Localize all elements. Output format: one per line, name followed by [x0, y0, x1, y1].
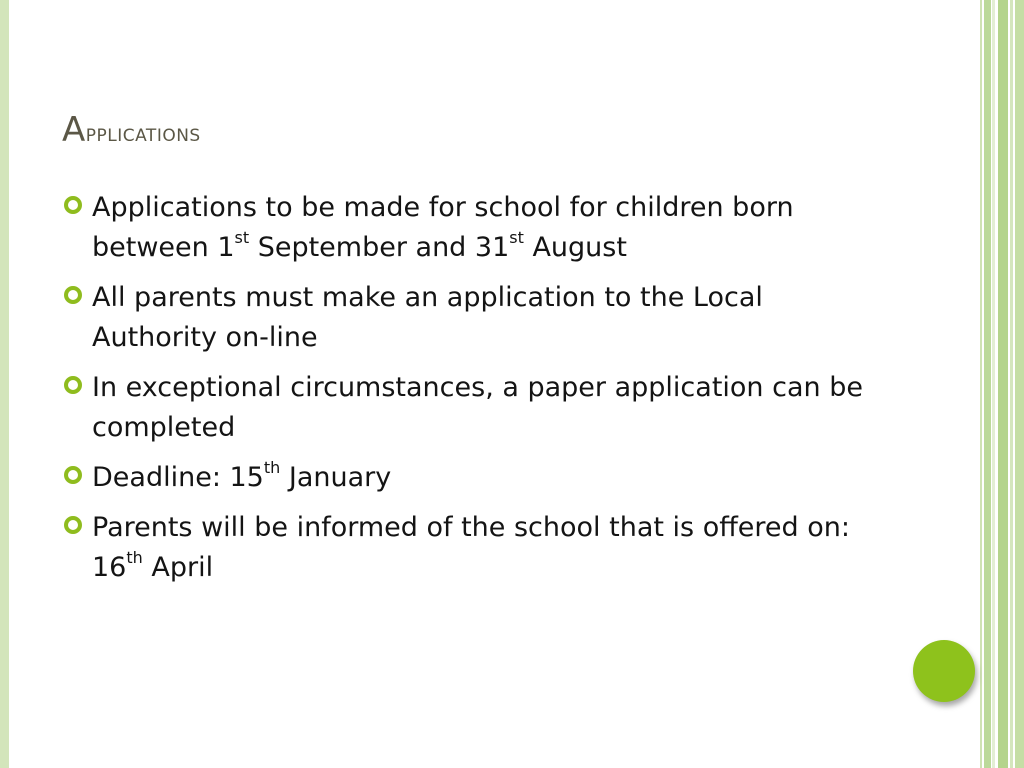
bullet-text: 16	[92, 552, 127, 583]
bullet-ring-icon	[64, 466, 82, 484]
left-border-decoration	[0, 0, 9, 768]
bullet-line	[92, 458, 902, 498]
ordinal-suffix: st	[234, 228, 250, 247]
bullet-line	[92, 368, 902, 408]
bullet-text: completed	[92, 412, 236, 443]
stripe	[1015, 0, 1024, 768]
stripe	[992, 0, 995, 768]
stripe	[980, 0, 982, 768]
bullet-line	[92, 548, 902, 588]
bullet-text: August	[523, 232, 627, 263]
bullet-line	[92, 188, 902, 228]
bullet-item	[62, 458, 902, 498]
bullet-item	[62, 368, 902, 448]
slide-title	[62, 110, 201, 150]
bullet-text: Applications to be made for school for children born	[92, 192, 794, 223]
bullet-text: In exceptional circumstances, a paper application can be	[92, 372, 863, 403]
bullet-line	[92, 228, 902, 268]
stripe	[998, 0, 1008, 768]
bullet-line	[92, 408, 902, 448]
bullet-item	[62, 508, 902, 588]
bullet-ring-icon	[64, 286, 82, 304]
bullet-text: September and 31	[249, 232, 510, 263]
bullet-text: Parents will be informed of the school that is offered on:	[92, 512, 850, 543]
bullet-text: Authority on-line	[92, 322, 318, 353]
bullet-text: Deadline: 15	[92, 462, 264, 493]
ordinal-suffix: st	[509, 228, 524, 247]
title-rest: pplications	[85, 119, 201, 147]
ordinal-suffix: th	[263, 458, 281, 477]
bullet-line	[92, 508, 902, 548]
bullet-text: January	[280, 462, 392, 493]
bullet-ring-icon	[64, 376, 82, 394]
bullet-text: between 1	[92, 232, 235, 263]
bullet-line	[92, 318, 902, 358]
bullet-list	[62, 188, 902, 598]
stripe	[984, 0, 991, 768]
bullet-text: April	[142, 552, 214, 583]
bullet-line	[92, 278, 902, 318]
title-first-letter: A	[62, 110, 86, 150]
bullet-ring-icon	[64, 196, 82, 214]
right-stripe-decoration	[980, 0, 1024, 768]
bullet-ring-icon	[64, 516, 82, 534]
bullet-text: All parents must make an application to the Local	[92, 282, 763, 313]
green-circle-decoration	[913, 640, 975, 702]
bullet-item	[62, 188, 902, 268]
bullet-item	[62, 278, 902, 358]
stripe	[1010, 0, 1013, 768]
ordinal-suffix: th	[126, 548, 143, 567]
